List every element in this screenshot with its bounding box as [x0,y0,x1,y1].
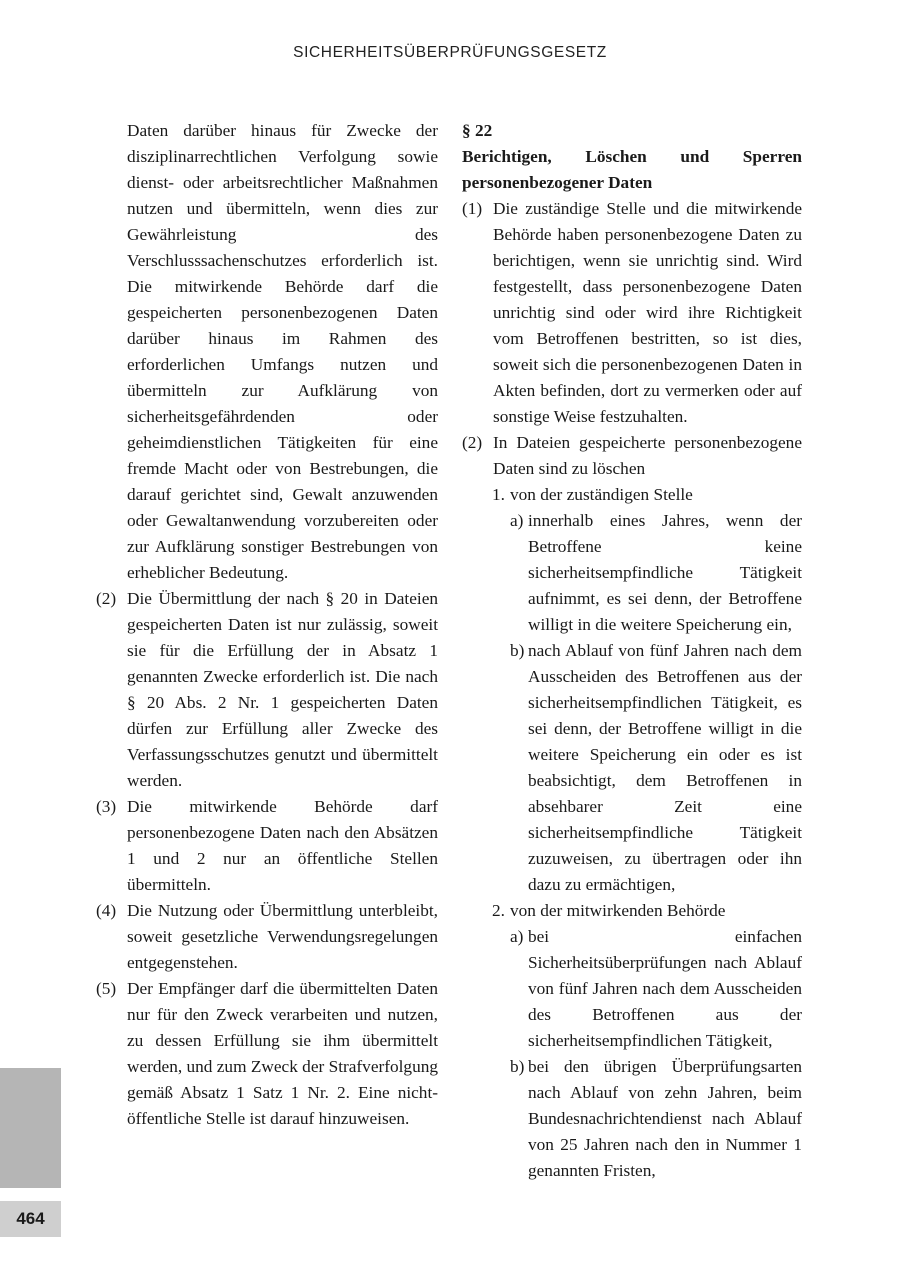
section-number: § 22 [462,121,493,140]
list-item-1b [510,638,802,898]
item-number: 2. [492,901,505,920]
list-item-2a [510,924,802,1054]
paragraph-text: In Dateien gespeicherte personenbezogene Daten sind zu löschen [493,433,802,478]
paragraph-4 [96,898,438,976]
running-header: SICHERHEITSÜBERPRÜFUNGSGESETZ [293,44,607,61]
paragraph-number: (3) [96,797,117,816]
paragraph-text: Die Nutzung oder Übermittlung unterbleibt, soweit gesetzliche Verwendungsregelungen entgegenstehen. [127,901,438,972]
paragraph-1-continuation: Daten darüber hinaus für Zwecke der disziplinarrechtlichen Verfolgung sowie dienst- oder arbeitsrechtlicher Maßnahmen nutzen und übermitteln, wenn dies zur Gewährleistung des Verschlusssachenschutzes erforderlich ist. Die mitwirkende Behörde darf die gespeicherten personenbezogenen Daten darüber hinaus im Rahmen des erforderlichen Umfangs nutzen und übermitteln zur Aufklärung von sicherheitsgefährdenden oder geheimdienstlichen Tätigkeiten für eine fremde Macht oder von Bestrebungen, die darauf gerichtet sind, Gewalt anzuwenden oder Gewaltanwendung vorzubereiten oder zur Aufklärung sonstiger Bestrebungen von erheblicher Bedeutung. [127,121,438,582]
item-text: innerhalb eines Jahres, wenn der Betroffene keine sicherheitsempfindliche Tätigkeit aufnimmt, es sei denn, der Betroffene willigt in die weitere Speicherung ein, [528,511,802,634]
item-text: bei einfachen Sicherheitsüberprüfungen nach Ablauf von fünf Jahren nach dem Ausscheiden des Betroffenen aus der sicherheitsempfindlichen Tätigkeit, [528,927,802,1050]
paragraph-number: (2) [96,589,117,608]
item-text: bei den übrigen Überprüfungsarten nach Ablauf von zehn Jahren, beim Bundesnachrichtendienst nach Ablauf von 25 Jahren nach den in Nummer 1 genannten Fristen, [528,1057,802,1180]
paragraph-text: Die mitwirkende Behörde darf personenbezogene Daten nach den Absätzen 1 und 2 nur an öffentliche Stellen übermitteln. [127,797,438,894]
paragraph-5 [96,976,438,1132]
item-letter: a) [510,927,524,946]
page-number: 464 [0,1201,61,1237]
list-item-2b [510,1054,802,1184]
paragraph-3 [96,794,438,898]
section-title: Berichtigen, Löschen und Sperren personenbezogener Daten [462,147,802,192]
list-item-2 [492,898,802,924]
list-item-1 [492,482,802,508]
right-column [462,118,802,1184]
chapter-thumb-tab [0,1068,61,1188]
paragraph-number: (5) [96,979,117,998]
item-text: von der zuständigen Stelle [510,485,693,504]
paragraph-text: Der Empfänger darf die übermittelten Daten nur für den Zweck verarbeiten und nutzen, zu dessen Erfüllung sie ihm übermittelt werden, und zum Zweck der Strafverfolgung gemäß Absatz 1 Satz 1 Nr. 2. Eine nicht-öffentliche Stelle ist darauf hinzuweisen. [127,979,438,1128]
paragraph-text: Die Übermittlung der nach § 20 in Dateien gespeicherten Daten ist nur zulässig, soweit sie für die Erfüllung der in Absatz 1 genannten Zwecke erforderlich ist. Die nach § 20 Abs. 2 Nr. 1 gespeicherten Daten dürfen zur Erfüllung aller Zwecke des Verfassungsschutzes genutzt und übermittelt werden. [127,589,438,790]
paragraph-number: (4) [96,901,117,920]
paragraph-number: (1) [462,199,483,218]
paragraph-1 [462,196,802,430]
item-letter: a) [510,511,524,530]
item-text: nach Ablauf von fünf Jahren nach dem Ausscheiden des Betroffenen aus der sicherheitsempfindlichen Tätigkeit, es sei denn, der Betroffene willigt in die weitere Speicherung ein oder es ist beabsichtigt, dem Betroffenen in absehbarer Zeit eine sicherheitsempfindliche Tätigkeit zuzuweisen, zu übertragen oder ihn dazu zu ermächtigen, [528,641,802,894]
paragraph-2 [462,430,802,482]
paragraph-2 [96,586,438,794]
item-letter: b) [510,1057,525,1076]
item-number: 1. [492,485,505,504]
list-item-1a [510,508,802,638]
item-letter: b) [510,641,525,660]
paragraph-text: Die zuständige Stelle und die mitwirkende Behörde haben personenbezogene Daten zu berichtigen, wenn sie unrichtig sind. Wird festgestellt, dass personenbezogene Daten unrichtig sind oder wird ihre Richtigkeit vom Betroffenen bestritten, so ist dies, soweit sich die personenbezogenen Daten in Akten befinden, dort zu vermerken oder auf sonstige Weise festzuhalten. [493,199,802,426]
paragraph-number: (2) [462,433,483,452]
left-column [96,118,438,1132]
item-text: von der mitwirkenden Behörde [510,901,726,920]
